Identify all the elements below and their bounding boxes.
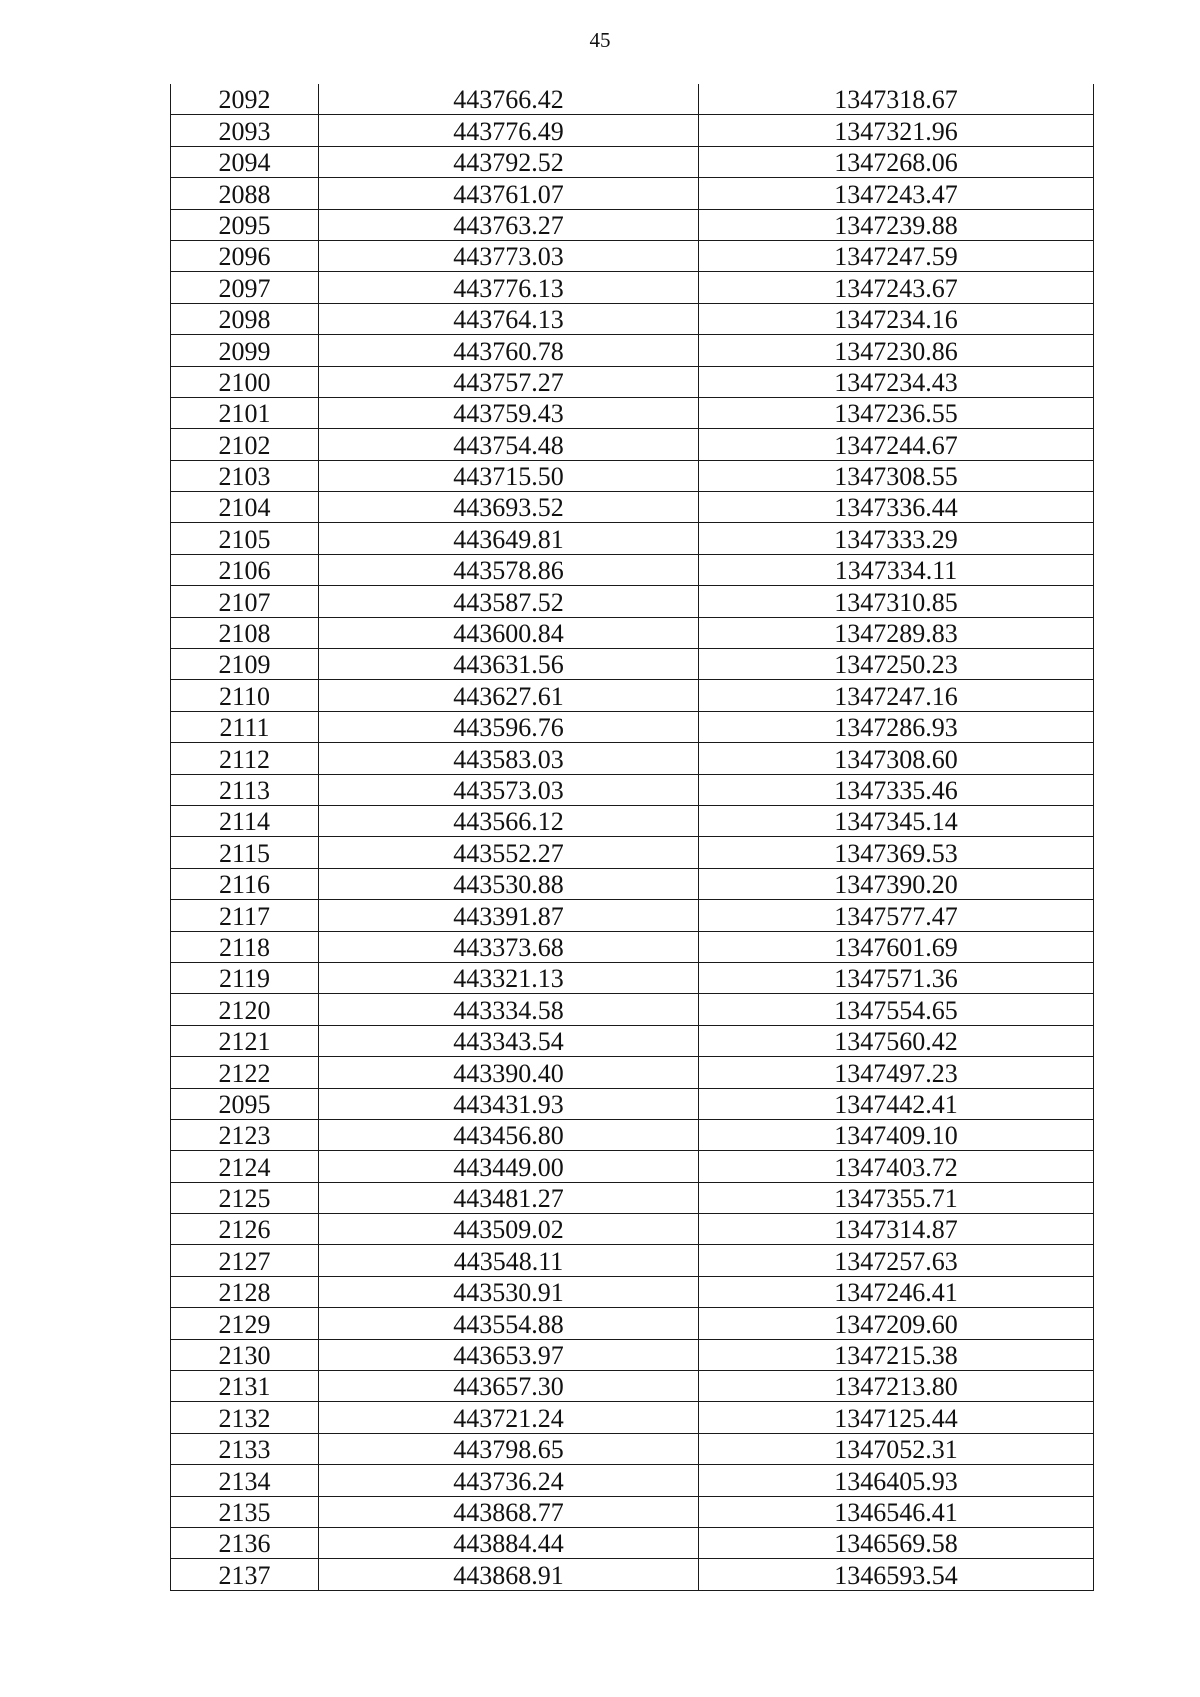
y-coordinate-cell: 1347314.87 (699, 1214, 1094, 1245)
point-number-cell: 2106 (171, 554, 319, 585)
table-row (171, 335, 1094, 366)
point-number-cell: 2111 (171, 711, 319, 742)
point-number-cell: 2103 (171, 460, 319, 491)
y-coordinate-cell: 1347234.16 (699, 303, 1094, 334)
y-coordinate-cell: 1347390.20 (699, 868, 1094, 899)
x-coordinate-cell: 443509.02 (319, 1214, 699, 1245)
table-row (171, 240, 1094, 271)
point-number-cell: 2117 (171, 900, 319, 931)
point-number-cell: 2110 (171, 680, 319, 711)
x-coordinate-cell: 443653.97 (319, 1339, 699, 1370)
table-row (171, 272, 1094, 303)
point-number-cell: 2097 (171, 272, 319, 303)
table-row (171, 303, 1094, 334)
y-coordinate-cell: 1346546.41 (699, 1496, 1094, 1527)
table-row (171, 1057, 1094, 1088)
x-coordinate-cell: 443868.91 (319, 1559, 699, 1590)
y-coordinate-cell: 1347318.67 (699, 84, 1094, 115)
y-coordinate-cell: 1347236.55 (699, 397, 1094, 428)
point-number-cell: 2114 (171, 805, 319, 836)
table-row (171, 1119, 1094, 1150)
x-coordinate-cell: 443334.58 (319, 994, 699, 1025)
point-number-cell: 2105 (171, 523, 319, 554)
point-number-cell: 2098 (171, 303, 319, 334)
table-row (171, 1214, 1094, 1245)
table-row (171, 1308, 1094, 1339)
point-number-cell: 2126 (171, 1214, 319, 1245)
x-coordinate-cell: 443481.27 (319, 1182, 699, 1213)
x-coordinate-cell: 443721.24 (319, 1402, 699, 1433)
table-row (171, 962, 1094, 993)
table-row (171, 554, 1094, 585)
point-number-cell: 2124 (171, 1151, 319, 1182)
point-number-cell: 2101 (171, 397, 319, 428)
table-row (171, 429, 1094, 460)
table-row (171, 397, 1094, 428)
table-row (171, 460, 1094, 491)
y-coordinate-cell: 1347308.60 (699, 743, 1094, 774)
x-coordinate-cell: 443321.13 (319, 962, 699, 993)
point-number-cell: 2119 (171, 962, 319, 993)
table-row (171, 84, 1094, 115)
y-coordinate-cell: 1347239.88 (699, 209, 1094, 240)
table-row (171, 649, 1094, 680)
point-number-cell: 2116 (171, 868, 319, 899)
y-coordinate-cell: 1347243.67 (699, 272, 1094, 303)
table-row (171, 1527, 1094, 1558)
table-row (171, 1465, 1094, 1496)
point-number-cell: 2120 (171, 994, 319, 1025)
y-coordinate-cell: 1347247.16 (699, 680, 1094, 711)
x-coordinate-cell: 443578.86 (319, 554, 699, 585)
table-row (171, 1151, 1094, 1182)
x-coordinate-cell: 443736.24 (319, 1465, 699, 1496)
table-row (171, 774, 1094, 805)
y-coordinate-cell: 1347334.11 (699, 554, 1094, 585)
point-number-cell: 2118 (171, 931, 319, 962)
table-row (171, 1433, 1094, 1464)
x-coordinate-cell: 443761.07 (319, 178, 699, 209)
y-coordinate-cell: 1347577.47 (699, 900, 1094, 931)
point-number-cell: 2088 (171, 178, 319, 209)
y-coordinate-cell: 1347308.55 (699, 460, 1094, 491)
y-coordinate-cell: 1347268.06 (699, 146, 1094, 177)
y-coordinate-cell: 1347571.36 (699, 962, 1094, 993)
page-number: 45 (589, 28, 611, 52)
point-number-cell: 2104 (171, 492, 319, 523)
y-coordinate-cell: 1347554.65 (699, 994, 1094, 1025)
table-row (171, 868, 1094, 899)
y-coordinate-cell: 1347355.71 (699, 1182, 1094, 1213)
point-number-cell: 2129 (171, 1308, 319, 1339)
x-coordinate-cell: 443760.78 (319, 335, 699, 366)
x-coordinate-cell: 443757.27 (319, 366, 699, 397)
point-number-cell: 2095 (171, 1088, 319, 1119)
x-coordinate-cell: 443596.76 (319, 711, 699, 742)
y-coordinate-cell: 1346593.54 (699, 1559, 1094, 1590)
y-coordinate-cell: 1347243.47 (699, 178, 1094, 209)
table-row (171, 837, 1094, 868)
y-coordinate-cell: 1347213.80 (699, 1371, 1094, 1402)
x-coordinate-cell: 443884.44 (319, 1527, 699, 1558)
table-row (171, 711, 1094, 742)
y-coordinate-cell: 1347369.53 (699, 837, 1094, 868)
x-coordinate-cell: 443776.13 (319, 272, 699, 303)
table-row (171, 1182, 1094, 1213)
y-coordinate-cell: 1347286.93 (699, 711, 1094, 742)
x-coordinate-cell: 443693.52 (319, 492, 699, 523)
x-coordinate-cell: 443583.03 (319, 743, 699, 774)
y-coordinate-cell: 1347250.23 (699, 649, 1094, 680)
x-coordinate-cell: 443552.27 (319, 837, 699, 868)
table-row (171, 115, 1094, 146)
table-row (171, 805, 1094, 836)
point-number-cell: 2100 (171, 366, 319, 397)
point-number-cell: 2121 (171, 1025, 319, 1056)
table-row (171, 1025, 1094, 1056)
coordinates-table (170, 84, 1094, 1591)
table-row (171, 1402, 1094, 1433)
point-number-cell: 2108 (171, 617, 319, 648)
point-number-cell: 2112 (171, 743, 319, 774)
x-coordinate-cell: 443773.03 (319, 240, 699, 271)
x-coordinate-cell: 443766.42 (319, 84, 699, 115)
x-coordinate-cell: 443764.13 (319, 303, 699, 334)
point-number-cell: 2095 (171, 209, 319, 240)
x-coordinate-cell: 443530.91 (319, 1276, 699, 1307)
table-row (171, 617, 1094, 648)
table-row (171, 743, 1094, 774)
y-coordinate-cell: 1347345.14 (699, 805, 1094, 836)
x-coordinate-cell: 443657.30 (319, 1371, 699, 1402)
y-coordinate-cell: 1347234.43 (699, 366, 1094, 397)
coordinates-table-body (171, 84, 1094, 1590)
x-coordinate-cell: 443390.40 (319, 1057, 699, 1088)
x-coordinate-cell: 443456.80 (319, 1119, 699, 1150)
x-coordinate-cell: 443566.12 (319, 805, 699, 836)
y-coordinate-cell: 1347335.46 (699, 774, 1094, 805)
x-coordinate-cell: 443754.48 (319, 429, 699, 460)
x-coordinate-cell: 443530.88 (319, 868, 699, 899)
table-row (171, 1559, 1094, 1590)
point-number-cell: 2132 (171, 1402, 319, 1433)
point-number-cell: 2123 (171, 1119, 319, 1150)
x-coordinate-cell: 443868.77 (319, 1496, 699, 1527)
point-number-cell: 2096 (171, 240, 319, 271)
y-coordinate-cell: 1347409.10 (699, 1119, 1094, 1150)
y-coordinate-cell: 1346405.93 (699, 1465, 1094, 1496)
table-row (171, 931, 1094, 962)
point-number-cell: 2135 (171, 1496, 319, 1527)
x-coordinate-cell: 443798.65 (319, 1433, 699, 1464)
y-coordinate-cell: 1347247.59 (699, 240, 1094, 271)
point-number-cell: 2136 (171, 1527, 319, 1558)
x-coordinate-cell: 443763.27 (319, 209, 699, 240)
x-coordinate-cell: 443627.61 (319, 680, 699, 711)
table-row (171, 146, 1094, 177)
point-number-cell: 2125 (171, 1182, 319, 1213)
point-number-cell: 2102 (171, 429, 319, 460)
x-coordinate-cell: 443776.49 (319, 115, 699, 146)
point-number-cell: 2134 (171, 1465, 319, 1496)
x-coordinate-cell: 443343.54 (319, 1025, 699, 1056)
y-coordinate-cell: 1347497.23 (699, 1057, 1094, 1088)
table-row (171, 178, 1094, 209)
x-coordinate-cell: 443792.52 (319, 146, 699, 177)
x-coordinate-cell: 443391.87 (319, 900, 699, 931)
x-coordinate-cell: 443548.11 (319, 1245, 699, 1276)
point-number-cell: 2130 (171, 1339, 319, 1370)
point-number-cell: 2113 (171, 774, 319, 805)
table-row (171, 586, 1094, 617)
point-number-cell: 2131 (171, 1371, 319, 1402)
x-coordinate-cell: 443587.52 (319, 586, 699, 617)
y-coordinate-cell: 1347560.42 (699, 1025, 1094, 1056)
y-coordinate-cell: 1347289.83 (699, 617, 1094, 648)
x-coordinate-cell: 443431.93 (319, 1088, 699, 1119)
x-coordinate-cell: 443715.50 (319, 460, 699, 491)
point-number-cell: 2094 (171, 146, 319, 177)
y-coordinate-cell: 1347052.31 (699, 1433, 1094, 1464)
point-number-cell: 2109 (171, 649, 319, 680)
y-coordinate-cell: 1347336.44 (699, 492, 1094, 523)
x-coordinate-cell: 443373.68 (319, 931, 699, 962)
point-number-cell: 2127 (171, 1245, 319, 1276)
table-row (171, 994, 1094, 1025)
y-coordinate-cell: 1347442.41 (699, 1088, 1094, 1119)
y-coordinate-cell: 1347230.86 (699, 335, 1094, 366)
table-row (171, 1496, 1094, 1527)
table-row (171, 1245, 1094, 1276)
point-number-cell: 2092 (171, 84, 319, 115)
x-coordinate-cell: 443554.88 (319, 1308, 699, 1339)
table-row (171, 1339, 1094, 1370)
table-row (171, 1371, 1094, 1402)
y-coordinate-cell: 1347403.72 (699, 1151, 1094, 1182)
y-coordinate-cell: 1347215.38 (699, 1339, 1094, 1370)
point-number-cell: 2107 (171, 586, 319, 617)
table-row (171, 680, 1094, 711)
table-row (171, 523, 1094, 554)
point-number-cell: 2115 (171, 837, 319, 868)
x-coordinate-cell: 443759.43 (319, 397, 699, 428)
table-row (171, 900, 1094, 931)
table-row (171, 366, 1094, 397)
y-coordinate-cell: 1347246.41 (699, 1276, 1094, 1307)
y-coordinate-cell: 1347321.96 (699, 115, 1094, 146)
y-coordinate-cell: 1347601.69 (699, 931, 1094, 962)
table-row (171, 1088, 1094, 1119)
x-coordinate-cell: 443600.84 (319, 617, 699, 648)
y-coordinate-cell: 1347310.85 (699, 586, 1094, 617)
y-coordinate-cell: 1346569.58 (699, 1527, 1094, 1558)
x-coordinate-cell: 443649.81 (319, 523, 699, 554)
point-number-cell: 2122 (171, 1057, 319, 1088)
table-row (171, 209, 1094, 240)
y-coordinate-cell: 1347209.60 (699, 1308, 1094, 1339)
y-coordinate-cell: 1347125.44 (699, 1402, 1094, 1433)
table-row (171, 492, 1094, 523)
point-number-cell: 2137 (171, 1559, 319, 1590)
y-coordinate-cell: 1347244.67 (699, 429, 1094, 460)
y-coordinate-cell: 1347257.63 (699, 1245, 1094, 1276)
x-coordinate-cell: 443631.56 (319, 649, 699, 680)
table-row (171, 1276, 1094, 1307)
point-number-cell: 2099 (171, 335, 319, 366)
y-coordinate-cell: 1347333.29 (699, 523, 1094, 554)
point-number-cell: 2133 (171, 1433, 319, 1464)
point-number-cell: 2093 (171, 115, 319, 146)
x-coordinate-cell: 443449.00 (319, 1151, 699, 1182)
x-coordinate-cell: 443573.03 (319, 774, 699, 805)
point-number-cell: 2128 (171, 1276, 319, 1307)
